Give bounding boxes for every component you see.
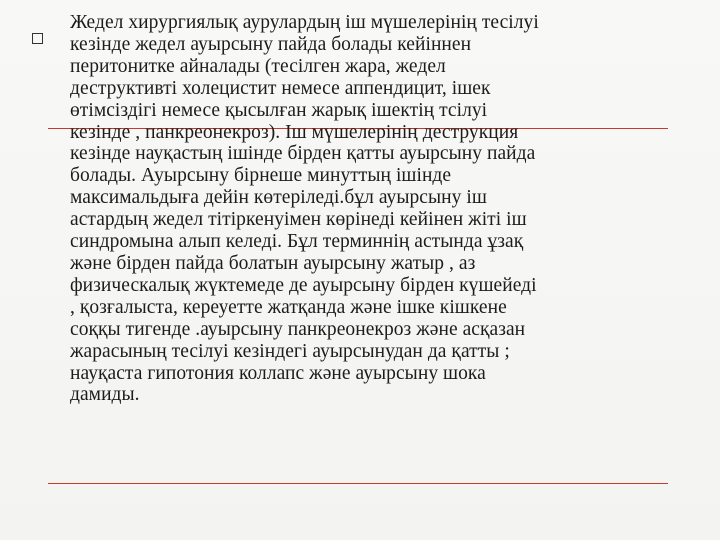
bottom-divider-line [48, 483, 668, 484]
paragraph-line-13: физическалық жүктемеде де ауырсыну бірден күшейеді [70, 274, 537, 296]
paragraph-line-14: , қозғалыста, кереуетте жатқанда және ішке кішкене [70, 296, 507, 318]
paragraph-line-2: кезінде жедел ауырсыну пайда болады кейіннен [70, 33, 472, 55]
paragraph-line-7: кезінде науқастың ішінде бірден қатты ауырсыну пайда [70, 143, 536, 165]
paragraph-line-12: және бірден пайда болатын ауырсыну жатыр , аз [70, 252, 476, 274]
paragraph-line-8: болады. Ауырсыну бірнеше минуттың ішінде [70, 165, 452, 187]
hollow-square-bullet-icon [32, 33, 43, 44]
paragraph-line-5: өтімсіздігі немесе қысылған жарық ішектің тсілуі [70, 99, 488, 121]
paragraph-line-11: синдромына алып келеді. Бұл терминнің астында ұзақ [70, 231, 524, 253]
paragraph-line-1: Жедел хирургиялық аурулардың іш мүшелерінің тесілуі [70, 12, 539, 33]
paragraph-line-3: перитонитке айналады (тесілген жара, жедел [70, 55, 446, 77]
paragraph-line-16: жарасының тесілуі кезіндегі ауырсынудан да қатты ; [70, 340, 510, 362]
paragraph-line-9: максимальдыға дейін көтеріледі.бұл ауырсыну іш [70, 187, 487, 209]
paragraph-line-18: дамиды. [70, 384, 140, 406]
paragraph-line-15: соққы тигенде .ауырсыну панкреонекроз және асқазан [70, 318, 526, 340]
bullet-paragraph [70, 12, 680, 406]
paragraph-line-10: астардың жедел тітіркенуімен көрінеді кейінен жіті іш [70, 209, 527, 231]
paragraph-line-6: кезінде , панкреонекроз). Іш мүшелерінің деструкция [70, 121, 519, 143]
paragraph-line-4: деструктивті холецистит немесе аппендицит, ішек [70, 77, 491, 99]
paragraph-line-17: науқаста гипотония коллапс және ауырсыну шока [70, 362, 486, 384]
